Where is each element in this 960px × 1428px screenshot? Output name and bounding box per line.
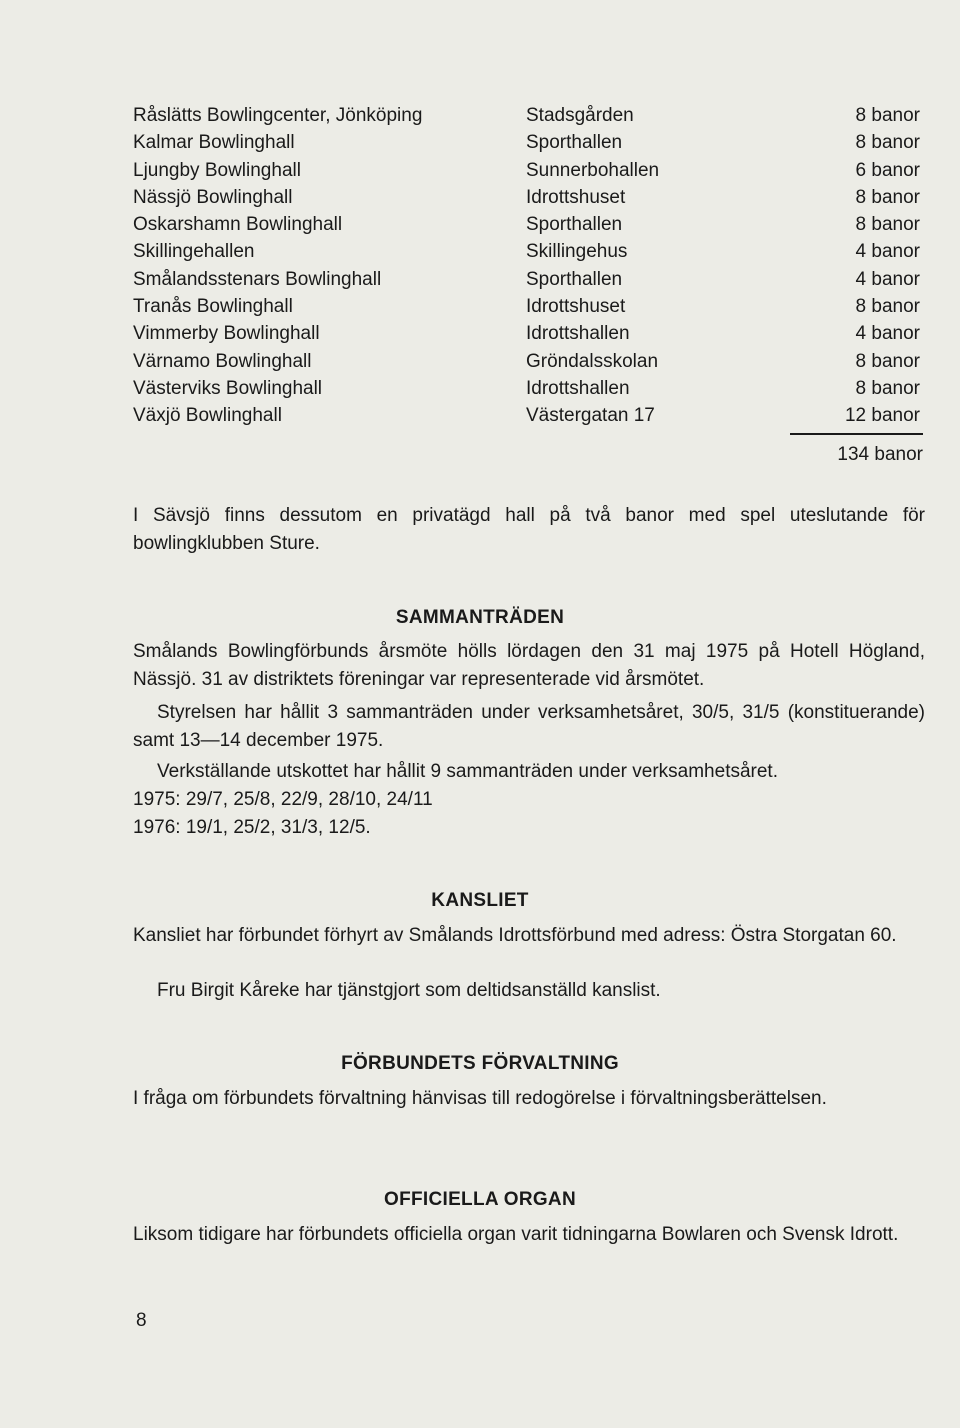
total-lanes: 134 banor	[837, 444, 923, 465]
venue-row	[133, 320, 923, 347]
venue-lanes: 8 banor	[855, 105, 920, 126]
venue-name: Oskarshamn Bowlinghall	[133, 214, 343, 236]
venue-lanes: 4 banor	[855, 241, 920, 263]
venue-row	[133, 375, 923, 402]
heading-sammantraden: SAMMANTRÄDEN	[395, 607, 565, 628]
heading-officiella-organ: OFFICIELLA ORGAN	[384, 1189, 576, 1210]
venue-list	[133, 102, 923, 430]
venue-hall: Gröndalsskolan	[526, 350, 659, 372]
forvaltning-paragraph: I fråga om förbundets förvaltning hänvisas till redogörelse i förvaltningsberättelsen.	[133, 1088, 827, 1109]
savsjo-note: I Sävsjö finns dessutom en privatägd hall på två banor med spel uteslutande för bowlingklubben Sture.	[133, 505, 925, 554]
venue-hall: Idrottshallen	[526, 323, 630, 345]
meeting-dates-1976: 1976: 19/1, 25/2, 31/3, 12/5.	[133, 817, 371, 838]
venue-lanes: 4 banor	[855, 323, 920, 345]
venue-lanes: 4 banor	[855, 268, 920, 290]
venue-hall: Sporthallen	[526, 268, 623, 290]
venue-name: Ljungby Bowlinghall	[133, 159, 301, 181]
sammantraden-paragraph-3: Verkställande utskottet har hållit 9 sammanträden under verksamhetsåret.	[157, 761, 778, 782]
venue-hall: Idrottshuset	[526, 296, 626, 318]
venue-name: Tranås Bowlinghall	[133, 296, 293, 318]
sammantraden-paragraph-2: Styrelsen har hållit 3 sammanträden under verksamhetsåret, 30/5, 31/5 (konstituerande) samt 13—14 december 1975.	[133, 702, 925, 751]
venue-lanes: 8 banor	[855, 377, 920, 399]
venue-lanes: 8 banor	[855, 350, 920, 372]
venue-hall: Västergatan 17	[526, 405, 655, 427]
venue-lanes: 12 banor	[844, 405, 920, 427]
total-rule	[790, 433, 923, 435]
venue-hall: Sporthallen	[526, 132, 623, 154]
venue-lanes: 8 banor	[855, 186, 920, 208]
venue-hall: Sunnerbohallen	[526, 159, 660, 181]
venue-lanes: 6 banor	[855, 159, 920, 181]
venue-row	[133, 266, 923, 293]
venue-hall: Stadsgården	[526, 105, 634, 126]
venue-name: Värnamo Bowlinghall	[133, 350, 312, 372]
heading-kansliet: KANSLIET	[431, 890, 529, 911]
venue-hall: Sporthallen	[526, 214, 623, 236]
venue-row	[133, 184, 923, 211]
venue-hall: Skillingehus	[526, 241, 628, 263]
venue-row	[133, 157, 923, 184]
venue-name: Kalmar Bowlinghall	[133, 132, 295, 154]
venue-hall: Idrottshallen	[526, 377, 630, 399]
venue-lanes: 8 banor	[855, 214, 920, 236]
venue-name: Smålandsstenars Bowlinghall	[133, 268, 382, 290]
kansliet-paragraph-1: Kansliet har förbundet förhyrt av Smålands Idrottsförbund med adress: Östra Storgatan 60.	[133, 925, 897, 946]
venue-row	[133, 348, 923, 375]
venue-name: Skillingehallen	[133, 241, 255, 263]
heading-forvaltning: FÖRBUNDETS FÖRVALTNING	[341, 1053, 619, 1074]
venue-name: Vimmerby Bowlinghall	[133, 323, 320, 345]
venue-hall: Idrottshuset	[526, 186, 626, 208]
kansliet-paragraph-2: Fru Birgit Kåreke har tjänstgjort som deltidsanställd kanslist.	[157, 980, 661, 1001]
venue-name: Nässjö Bowlinghall	[133, 186, 293, 208]
officiella-paragraph: Liksom tidigare har förbundets officiella organ varit tidningarna Bowlaren och Svensk Idrott.	[133, 1224, 899, 1245]
sammantraden-paragraph-1: Smålands Bowlingförbunds årsmöte hölls lördagen den 31 maj 1975 på Hotell Högland, Nässjö. 31 av distriktets föreningar var representerade vid årsmötet.	[133, 641, 925, 690]
venue-name: Råslätts Bowlingcenter, Jönköping	[133, 105, 423, 126]
venue-row	[133, 238, 923, 265]
venue-row	[133, 211, 923, 238]
venue-row	[133, 102, 923, 129]
venue-row	[133, 129, 923, 156]
venue-lanes: 8 banor	[855, 132, 920, 154]
page-number: 8	[136, 1310, 147, 1331]
venue-lanes: 8 banor	[855, 296, 920, 318]
meeting-dates-1975: 1975: 29/7, 25/8, 22/9, 28/10, 24/11	[133, 789, 433, 810]
venue-name: Växjö Bowlinghall	[133, 405, 282, 427]
venue-row	[133, 293, 923, 320]
venue-name: Västerviks Bowlinghall	[133, 377, 323, 399]
venue-row	[133, 402, 923, 429]
